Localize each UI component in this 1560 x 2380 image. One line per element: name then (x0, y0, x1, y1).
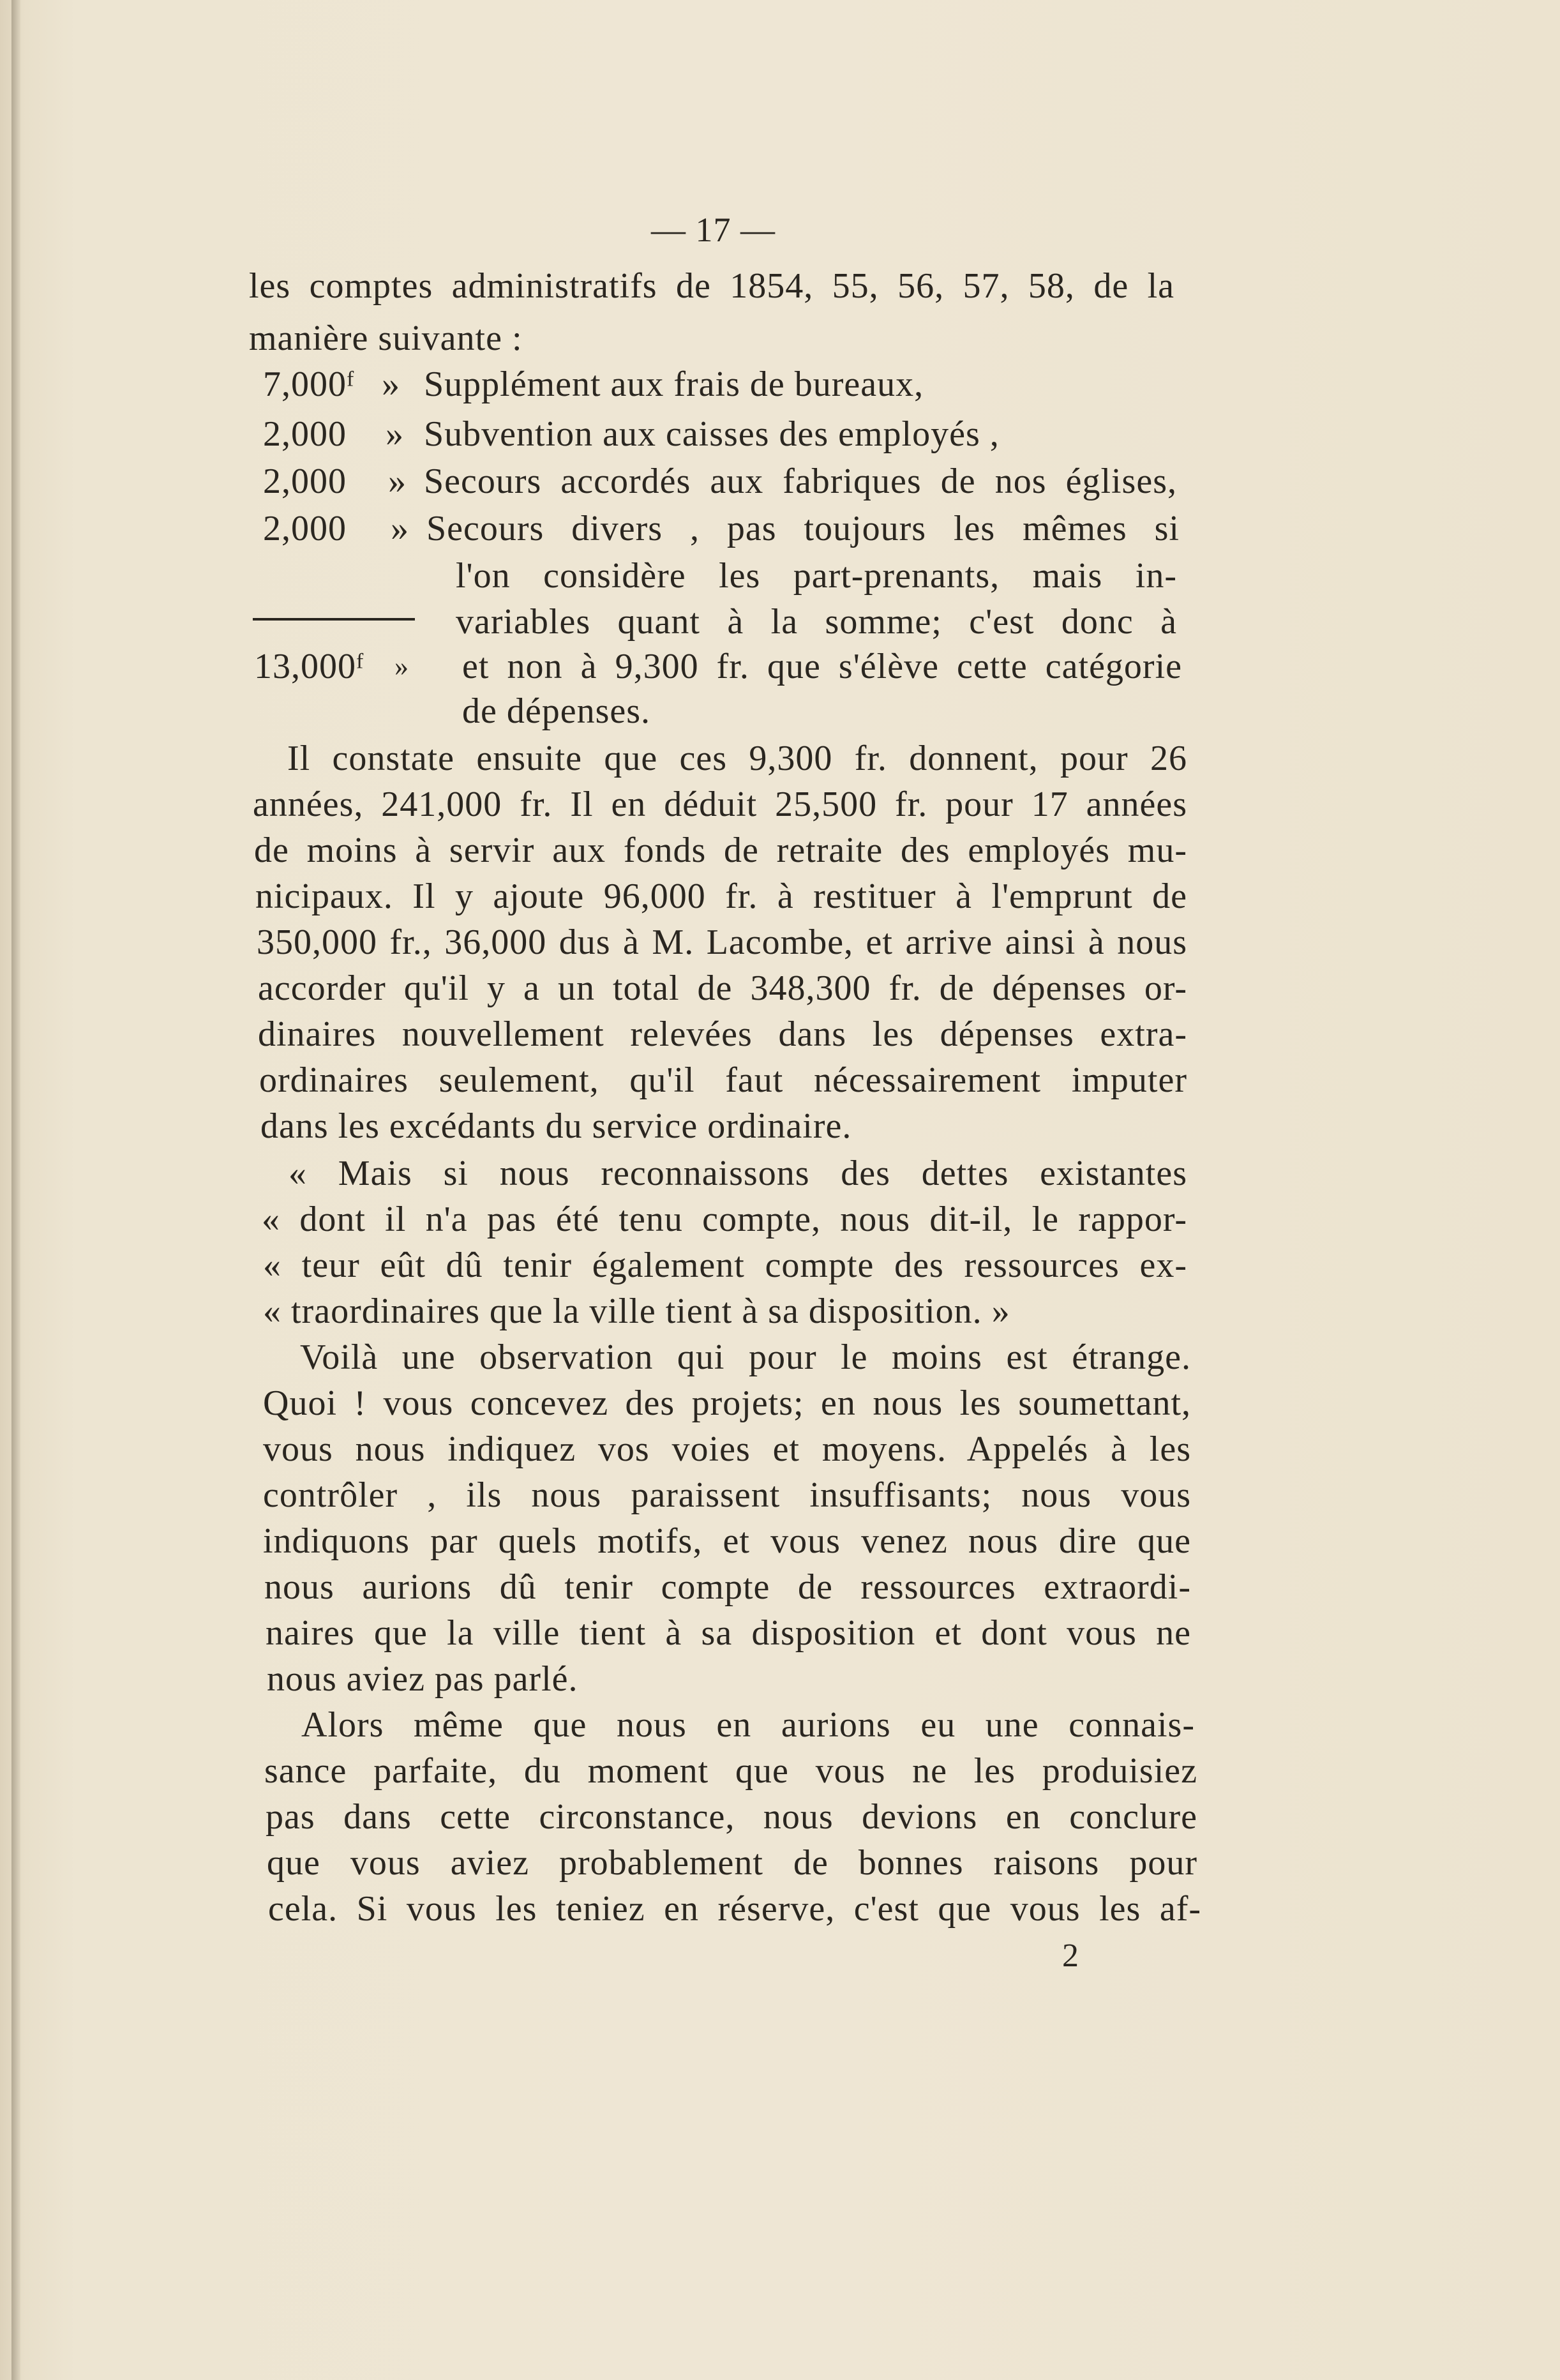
paragraph-1-line-9: dans les excédants du service ordinaire. (260, 1106, 852, 1146)
paragraph-1-line-4: nicipaux. Il y ajoute 96,000 fr. à restituer à l'emprunt de (255, 877, 1187, 916)
intro-line-1: les comptes administratifs de 1854, 55, 56, 57, 58, de la (249, 266, 1174, 306)
paragraph-4-line-2: sance parfaite, du moment que vous ne les produisiez (264, 1751, 1197, 1791)
paragraph-3-line-3: vous nous indiquez vos voies et moyens. Appelés à les (263, 1429, 1191, 1469)
table-text-1: Supplément aux frais de bureaux, (424, 365, 924, 404)
paragraph-3-line-6: nous aurions dû tenir compte de ressources extraordi- (264, 1567, 1191, 1607)
paragraph-3-line-4: contrôler , ils nous paraissent insuffisants; nous vous (263, 1475, 1191, 1515)
paragraph-1-line-2: années, 241,000 fr. Il en déduit 25,500 fr. pour 17 années (253, 785, 1187, 824)
paragraph-4-line-5: cela. Si vous les teniez en réserve, c'est que vous les af- (268, 1889, 1201, 1929)
paragraph-2-line-1: « Mais si nous reconnaissons des dettes existantes (289, 1154, 1187, 1193)
table-text-3: Secours accordés aux fabriques de nos églises, (424, 462, 1177, 501)
table-continuation-2: variables quant à la somme; c'est donc à (456, 602, 1177, 642)
table-text-4: Secours divers , pas toujours les mêmes si (426, 509, 1180, 548)
table-amount-1: 7,000ᶠ (263, 365, 355, 404)
table-amount-3: 2,000 (263, 462, 347, 501)
table-amount-4: 2,000 (263, 509, 347, 548)
table-mark-3: » (388, 462, 407, 501)
table-total-amount: 13,000ᶠ (254, 647, 364, 686)
paragraph-4-line-1: Alors même que nous en aurions eu une connais- (301, 1705, 1195, 1745)
paragraph-2-line-2: « dont il n'a pas été tenu compte, nous dit-il, le rappor- (262, 1200, 1187, 1239)
table-mark-2: » (386, 414, 404, 454)
table-text-2: Subvention aux caisses des employés , (424, 414, 1000, 454)
paragraph-3-line-7: naires que la ville tient à sa disposition et dont vous ne (266, 1613, 1191, 1653)
table-amount-2: 2,000 (263, 414, 347, 454)
paragraph-1-line-3: de moins à servir aux fonds de retraite des employés mu- (254, 831, 1187, 870)
paragraph-1-line-8: ordinaires seulement, qu'il faut nécessairement imputer (259, 1060, 1187, 1100)
table-mark-4: » (391, 509, 409, 548)
table-continuation-1: l'on considère les part-prenants, mais in- (456, 556, 1177, 596)
paragraph-3-line-2: Quoi ! vous concevez des projets; en nous les soumettant, (263, 1383, 1191, 1423)
table-total-mark: » (394, 651, 409, 682)
paragraph-1-line-6: accorder qu'il y a un total de 348,300 fr. de dépenses or- (258, 968, 1187, 1008)
sum-rule (253, 618, 415, 621)
paragraph-3-line-8: nous aviez pas parlé. (267, 1659, 578, 1699)
paragraph-2-line-4: « traordinaires que la ville tient à sa disposition. » (263, 1292, 1010, 1331)
paragraph-4-line-3: pas dans cette circonstance, nous devions en conclure (266, 1797, 1197, 1837)
paragraph-3-line-1: Voilà une observation qui pour le moins est étrange. (300, 1337, 1191, 1377)
table-mark-1: » (382, 365, 400, 404)
signature-mark: 2 (1062, 1938, 1079, 1974)
page-number: — 17 — (651, 211, 776, 249)
page-spine-shadow (11, 0, 20, 2380)
table-continuation-3: et non à 9,300 fr. que s'élève cette catégorie (462, 647, 1182, 686)
paragraph-3-line-5: indiquons par quels motifs, et vous venez nous dire que (263, 1521, 1191, 1561)
paragraph-4-line-4: que vous aviez probablement de bonnes raisons pour (267, 1843, 1197, 1883)
paragraph-1-line-1: Il constate ensuite que ces 9,300 fr. donnent, pour 26 (287, 739, 1187, 778)
paragraph-1-line-7: dinaires nouvellement relevées dans les dépenses extra- (258, 1014, 1187, 1054)
paragraph-2-line-3: « teur eût dû tenir également compte des ressources ex- (263, 1246, 1187, 1285)
paragraph-1-line-5: 350,000 fr., 36,000 dus à M. Lacombe, et arrive ainsi à nous (257, 923, 1187, 962)
intro-line-2: manière suivante : (249, 319, 523, 358)
table-continuation-4: de dépenses. (462, 691, 651, 731)
